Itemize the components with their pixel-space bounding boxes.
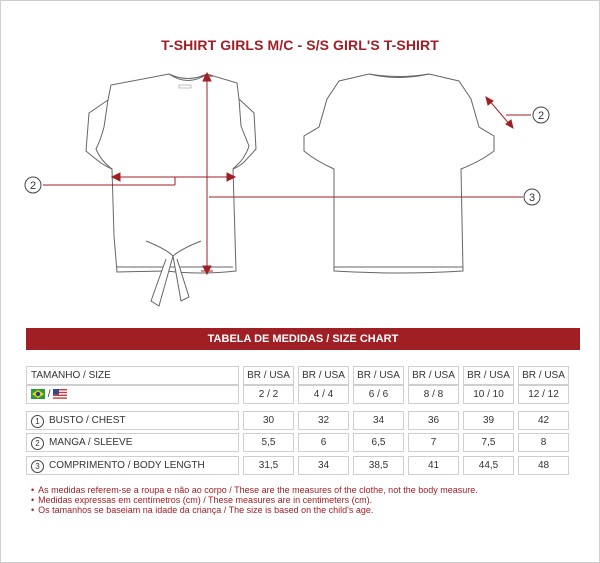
measure-value: 39 — [463, 411, 514, 430]
bullet-icon: • — [31, 495, 35, 505]
row-number-badge: 1 — [31, 415, 44, 428]
row-label — [26, 433, 239, 452]
row-label-text: MANGA / SLEEVE — [49, 437, 133, 448]
size-chart-header: TABELA DE MEDIDAS / SIZE CHART — [26, 328, 580, 350]
measure-value: 8 — [518, 433, 569, 452]
bullet-icon: • — [31, 485, 35, 495]
size-values-row — [26, 385, 580, 404]
table-row-chest — [26, 411, 580, 430]
front-tshirt — [86, 74, 256, 306]
measure-value: 42 — [518, 411, 569, 430]
usa-flag-icon — [53, 389, 67, 399]
region-label: BR / USA — [463, 366, 514, 385]
note-item: • Os tamanhos se baseiam na idade da criança / The size is based on the child's age. — [31, 505, 374, 515]
flags-cell — [26, 385, 239, 404]
measure-value: 48 — [518, 456, 569, 475]
marker-length — [524, 189, 540, 205]
size-value: 2 / 2 — [243, 385, 294, 404]
row-label-text: BUSTO / CHEST — [49, 415, 126, 426]
size-value: 6 / 6 — [353, 385, 404, 404]
measure-value: 31,5 — [243, 456, 294, 475]
svg-text:2: 2 — [537, 110, 545, 122]
note-item: • As medidas referem-se a roupa e não ao corpo / These are the measures of the clothe, not the body measure. — [31, 485, 478, 495]
region-label: BR / USA — [298, 366, 349, 385]
bullet-icon: • — [31, 505, 35, 515]
measure-value: 30 — [243, 411, 294, 430]
note-item: • Medidas expressas em centímetros (cm) / These measures are in centimeters (cm). — [31, 495, 373, 505]
measure-value: 6 — [298, 433, 349, 452]
size-value: 12 / 12 — [518, 385, 569, 404]
back-tshirt-body — [304, 74, 494, 273]
svg-text:2: 2 — [29, 180, 37, 192]
region-label: BR / USA — [353, 366, 404, 385]
row-number-badge: 2 — [31, 437, 44, 450]
size-header-row — [26, 366, 580, 385]
region-label: BR / USA — [243, 366, 294, 385]
brazil-flag-icon — [31, 389, 45, 399]
measure-value: 6,5 — [353, 433, 404, 452]
garment-diagram — [1, 1, 599, 321]
region-label: BR / USA — [518, 366, 569, 385]
measure-value: 7,5 — [463, 433, 514, 452]
table-row-length — [26, 456, 580, 475]
measure-value: 41 — [408, 456, 459, 475]
size-label: TAMANHO / SIZE — [26, 366, 239, 385]
measure-value: 36 — [408, 411, 459, 430]
marker-chest — [25, 177, 41, 193]
row-number-badge: 3 — [31, 460, 44, 473]
size-value: 8 / 8 — [408, 385, 459, 404]
table-row-sleeve — [26, 433, 580, 452]
measure-value: 32 — [298, 411, 349, 430]
notes — [31, 485, 478, 515]
flag-separator: / — [47, 389, 51, 400]
page-title: T-SHIRT GIRLS M/C - S/S GIRL'S T-SHIRT — [161, 37, 439, 53]
size-value: 10 / 10 — [463, 385, 514, 404]
row-label — [26, 411, 239, 430]
measure-value: 34 — [298, 456, 349, 475]
measure-value: 44,5 — [463, 456, 514, 475]
marker-sleeve — [533, 107, 549, 123]
size-value: 4 / 4 — [298, 385, 349, 404]
back-tshirt — [304, 74, 494, 273]
region-label: BR / USA — [408, 366, 459, 385]
row-label-text: COMPRIMENTO / BODY LENGTH — [49, 460, 205, 471]
measure-value: 38,5 — [353, 456, 404, 475]
row-label — [26, 456, 239, 475]
measure-value: 5,5 — [243, 433, 294, 452]
measure-value: 7 — [408, 433, 459, 452]
svg-text:3: 3 — [528, 192, 536, 204]
measure-value: 34 — [353, 411, 404, 430]
